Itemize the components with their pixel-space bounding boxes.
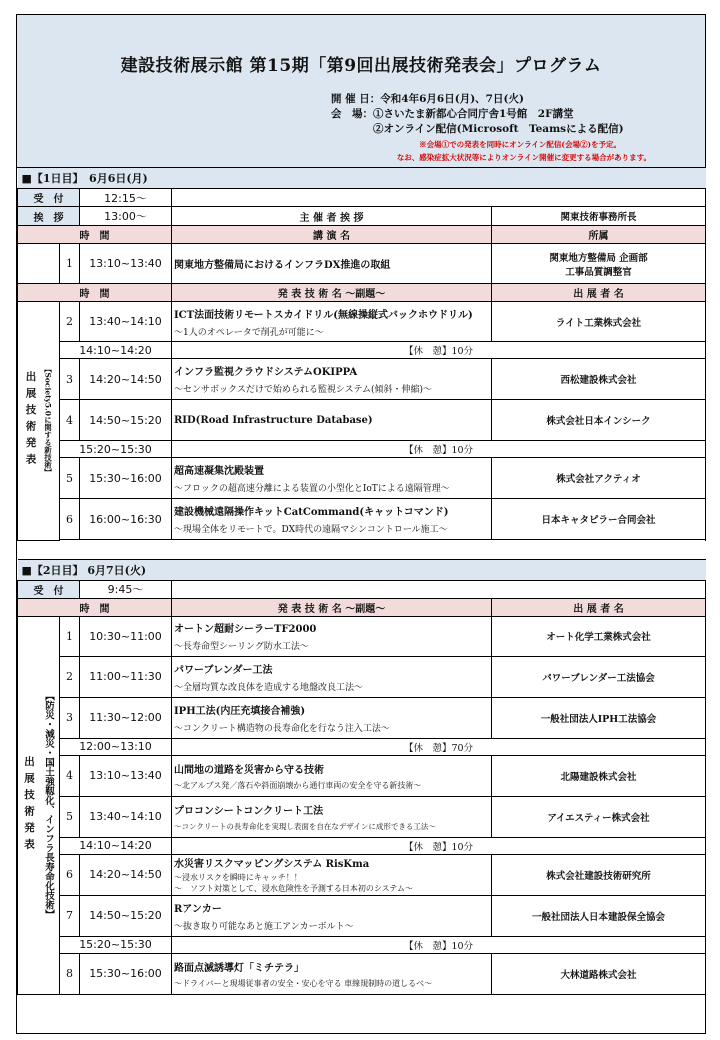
schedule-table [17, 168, 706, 995]
day2-category-sub: 【防災・減災・国土強靱化、インフラ長寿命化技術】 [43, 691, 54, 919]
present-head-time: 時 間 [18, 284, 172, 302]
present-head-org: 出 展 者 名 [492, 284, 706, 302]
break-row: 14:10~14:20 【休 憩】10分 [18, 837, 706, 854]
break-row: 15:20~15:30 【休 憩】10分 [18, 936, 706, 953]
table-row: 出展技術発表 【防災・減災・国土強靱化、インフラ長寿命化技術】 1 10:30~11:00 オートン超耐シーラーTF2000 ～長寿命型シーリング防水工法～ オート化学工業株式会社 [18, 616, 706, 656]
notice-2: なお、感染症拡大状況等によりオンライン開催に変更する場合があります。 [396, 153, 651, 162]
day2-header: ■【2日目】 6月7日(火) [18, 559, 706, 580]
break-row: 12:00~13:10 【休 憩】70分 [18, 738, 706, 755]
lecture-title: 関東地方整備局におけるインフラDX推進の取組 [172, 244, 492, 284]
day1-header: ■【1日目】 6月6日(月) [18, 168, 706, 189]
lecture-org-2: 工事品質調整官 [565, 266, 632, 278]
table-row: 6 14:20~14:50 水災害リスクマッピングシステム RisKma ～浸水リスクを瞬時にキャッチ！！ ～ ソフト対策として、浸水危険性を予測する日本初のシステム～ 株式会社建設技術研究所 [18, 854, 706, 895]
day1-greeting-org: 関東技術事務所長 [492, 207, 706, 226]
day2-head-title: 発 表 技 術 名 ～副題～ [172, 598, 492, 616]
day2-reception-label: 受 付 [18, 580, 80, 598]
table-row: 8 15:30~16:00 路面点滅誘導灯「ミチテラ」 ～ドライバーと現場従事者の安全・安心を守る 車線規制時の道しるべ～ 大林道路株式会社 [18, 953, 706, 994]
day1-greeting-title: 主 催 者 挨 拶 [172, 207, 492, 226]
table-row: 4 14:50~15:20 RID(Road Infrastructure Database) 株式会社日本インシーク [18, 400, 706, 441]
lecture-num: 1 [60, 244, 80, 284]
table-row: 3 11:30~12:00 IPH工法(内圧充填接合補強) ～コンクリート構造物の長寿命化を行なう注入工法～ 一般社団法人IPH工法協会 [18, 697, 706, 738]
day1-category-sub: 【Society5.0に関する新技術】 [43, 365, 53, 477]
table-row: 4 13:10~13:40 山間地の道路を災害から守る技術 ～北アルプス発／落石や斜面崩壊から通行車両の安全を守る新技術～ 北陽建設株式会社 [18, 755, 706, 796]
day2-head-org: 出 展 者 名 [492, 598, 706, 616]
venue-line-1: 会 場：①さいたま新都心合同庁舎1号館 2F講堂 [331, 108, 574, 120]
page-title: 建設技術展示館 第15期「第9回出展技術発表会」プログラム [120, 56, 602, 76]
event-date: 開 催 日：令和4年6月6日(月)、7日(火) [331, 93, 524, 105]
day2-category-main: 出展技術発表 [23, 755, 35, 855]
day1-reception-time: 12:15～ [80, 189, 172, 207]
day1-category [18, 302, 60, 541]
break-row: 14:10~14:20 【休 憩】10分 [18, 342, 706, 359]
notice-1: ※会場①での発表を同時にオンライン配信(会場②)を予定。 [419, 140, 621, 149]
day1-category-main: 出展技術発表 [24, 371, 37, 471]
lecture-org-1: 関東地方整備局 企画部 [549, 252, 648, 264]
break-row: 15:20~15:30 【休 憩】10分 [18, 441, 706, 458]
table-row: 7 14:50~15:20 Rアンカー ～抜き取り可能なあと施工アンカーボルト～ 一般社団法人日本建設保全協会 [18, 895, 706, 936]
program-sheet [16, 14, 706, 1034]
table-row: 3 14:20~14:50 インフラ監視クラウドシステムOKIPPA ～センサボックスだけで始められる監視システム(傾斜・伸縮)～ 西松建設株式会社 [18, 359, 706, 400]
lecture-head-title: 講 演 名 [172, 226, 492, 244]
table-row: 出展技術発表 【Society5.0に関する新技術】 2 13:40~14:10 ICT法面技術リモートスカイドリル(無線操縦式バックホウドリル) ～1人のオペレータで削孔が可能に～ ライト工業株式会社 [18, 302, 706, 342]
present-head-title: 発 表 技 術 名 ～副題～ [172, 284, 492, 302]
lecture-row [18, 244, 706, 284]
table-row: 2 11:00~11:30 パワーブレンダー工法 ～全層均質な改良体を造成する地盤改良工法～ パワーブレンダー工法協会 [18, 656, 706, 697]
header-block [17, 15, 705, 168]
lecture-head-time: 時 間 [18, 226, 172, 244]
day2-head-time: 時 間 [18, 598, 172, 616]
day2-category [18, 616, 60, 994]
table-row: 5 13:40~14:10 プロコンシートコンクリート工法 ～コンクリートの長寿命化を実現し表面を自在なデザインに成形できる工法～ アイエスティー株式会社 [18, 796, 706, 837]
day1-greeting-time: 13:00～ [80, 207, 172, 226]
venue-line-2: ②オンライン配信(Microsoft Teamsによる配信) [373, 123, 624, 135]
lecture-time: 13:10~13:40 [80, 244, 172, 284]
day2-reception-time: 9:45～ [80, 580, 172, 598]
lecture-head-org: 所属 [492, 226, 706, 244]
day1-greeting-label: 挨 拶 [18, 207, 80, 226]
table-row: 6 16:00~16:30 建設機械遠隔操作キットCatCommand(キャットコマンド) ～現場全体をリモートで。DX時代の遠隔マシンコントロール施工～ 日本キャタピラー合同会社 [18, 499, 706, 540]
table-row: 5 15:30~16:00 超高速凝集沈殿装置 ～フロックの超高速分離による装置の小型化とIoTによる遠隔管理～ 株式会社アクティオ [18, 458, 706, 499]
day1-reception-label: 受 付 [18, 189, 80, 207]
